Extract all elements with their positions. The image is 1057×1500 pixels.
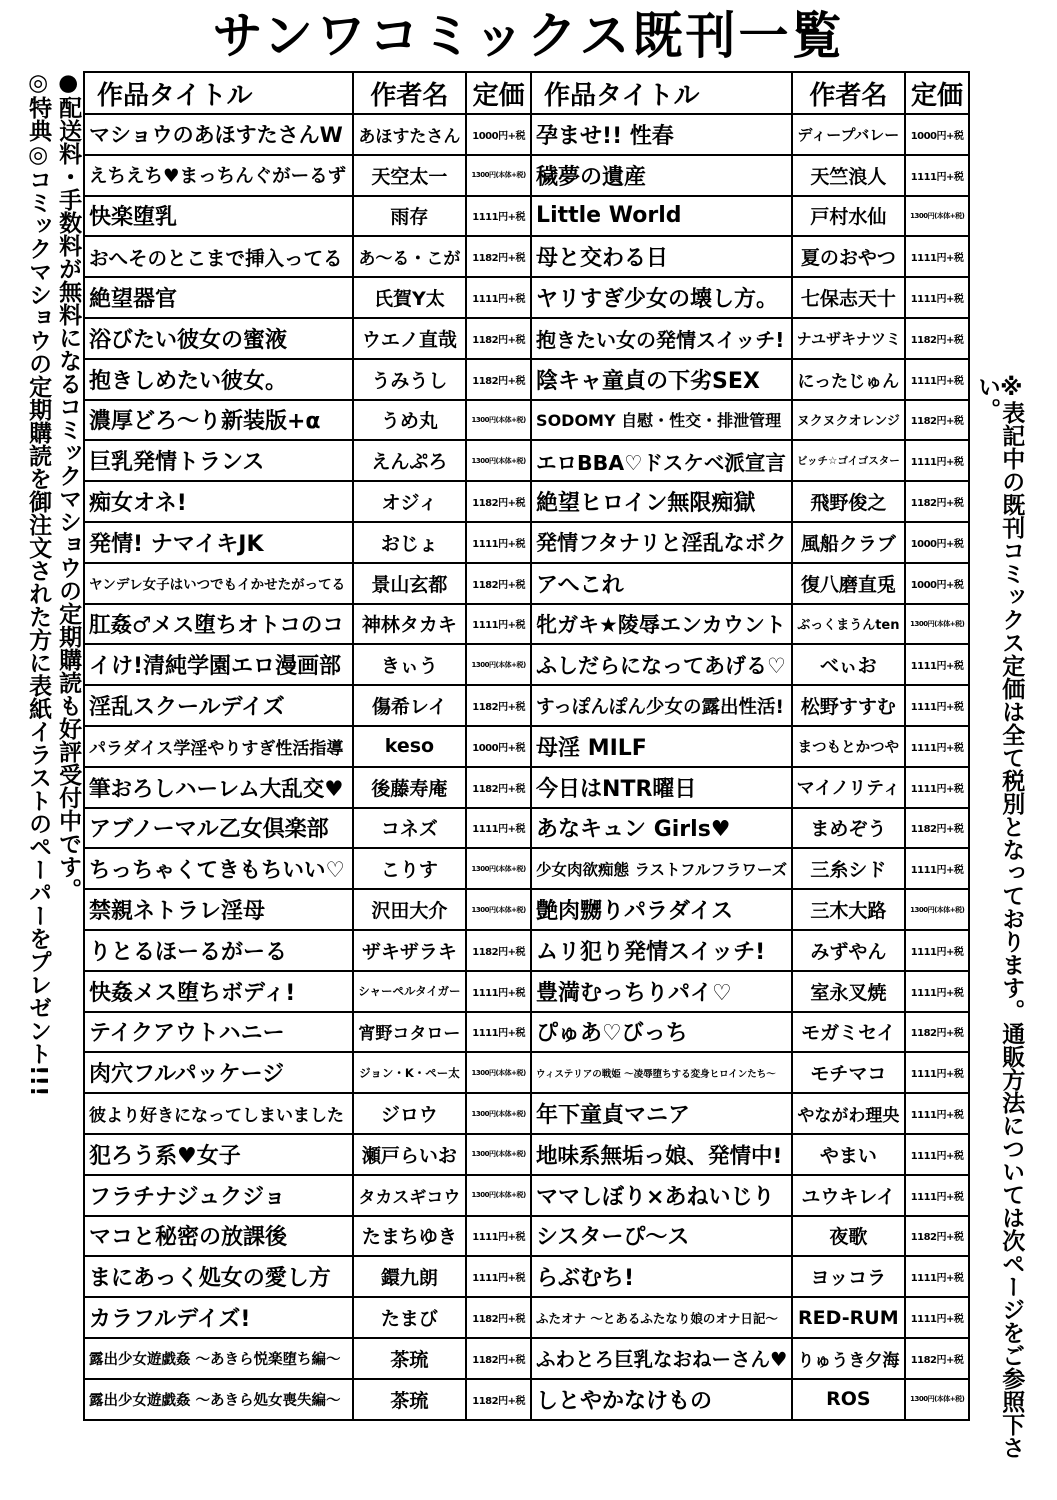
book-author: 風船クラブ: [792, 522, 906, 563]
book-author: 天空太一: [353, 155, 467, 196]
book-title: 快楽堕乳: [84, 196, 353, 237]
table-row: [84, 1379, 969, 1420]
book-author: 三木大路: [792, 889, 906, 930]
table-row: [84, 359, 969, 400]
book-price: 1000円+税: [905, 563, 969, 604]
book-author: やながわ理央: [792, 1093, 906, 1134]
book-author: うみうし: [353, 359, 467, 400]
book-author: コネズ: [353, 808, 467, 849]
book-title: ムリ犯り発情スイッチ!: [531, 930, 792, 971]
book-title: 抱きしめたい彼女。: [84, 359, 353, 400]
book-price: 1182円+税: [466, 930, 531, 971]
book-price: 1000円+税: [466, 114, 531, 155]
book-author: 復八磨直兎: [792, 563, 906, 604]
book-price: 1111円+税: [905, 236, 969, 277]
book-title: 肛姦♂メス堕ちオトコのコ: [84, 604, 353, 645]
table-row: [84, 236, 969, 277]
book-title: 発情! ナマイキJK: [84, 522, 353, 563]
book-title: パラダイス学淫やりすぎ性活指導: [84, 726, 353, 767]
book-price: 1182円+税: [466, 767, 531, 808]
book-author: 室永叉焼: [792, 971, 906, 1012]
book-price: 1182円+税: [905, 400, 969, 441]
table-row: [84, 726, 969, 767]
header-title: 作品タイトル: [84, 72, 353, 114]
book-author: えんぷろ: [353, 440, 467, 481]
book-author: ビッチ☆ゴイゴスター: [792, 440, 906, 481]
book-author: まつもとかつや: [792, 726, 906, 767]
table-row: [84, 196, 969, 237]
book-title: 彼より好きになってしまいました: [84, 1093, 353, 1134]
table-row: [84, 155, 969, 196]
book-title: ふたオナ 〜とあるふたなり娘のオナ日記〜: [531, 1297, 792, 1338]
book-price: 1182円+税: [466, 481, 531, 522]
book-price: 1111円+税: [466, 971, 531, 1012]
header-price: 定価: [466, 72, 531, 114]
book-title: 濃厚どろ〜り新装版+α: [84, 400, 353, 441]
book-title: しとやかなけもの: [531, 1379, 792, 1420]
table-row: [84, 644, 969, 685]
book-price: 1111円+税: [466, 808, 531, 849]
book-price: 1300円(本体+税): [905, 889, 969, 930]
book-title: まにあっく処女の愛し方: [84, 1256, 353, 1297]
book-price: 1111円+税: [466, 1216, 531, 1257]
book-price: 1300円(本体+税): [466, 400, 531, 441]
book-title: あなキュン Girls♥: [531, 808, 792, 849]
book-price: 1111円+税: [905, 1297, 969, 1338]
book-author: 後藤寿庵: [353, 767, 467, 808]
book-author: うめ丸: [353, 400, 467, 441]
book-title: 豊満むっちりパイ♡: [531, 971, 792, 1012]
book-price: 1111円+税: [466, 277, 531, 318]
book-author: きぃう: [353, 644, 467, 685]
book-author: ザキザラキ: [353, 930, 467, 971]
book-price: 1000円+税: [905, 114, 969, 155]
book-author: モチマコ: [792, 1052, 906, 1093]
book-title: マコと秘密の放課後: [84, 1216, 353, 1257]
book-price: 1111円+税: [466, 604, 531, 645]
book-author: ジョン・K・ペー太: [353, 1052, 467, 1093]
table-row: [84, 318, 969, 359]
table-row: [84, 277, 969, 318]
table-row: [84, 1256, 969, 1297]
book-price: 1000円+税: [905, 522, 969, 563]
book-title: アブノーマル乙女倶楽部: [84, 808, 353, 849]
book-price: 1182円+税: [466, 318, 531, 359]
book-price: 1111円+税: [466, 1012, 531, 1053]
book-title: フラチナジュクジョ: [84, 1175, 353, 1216]
book-title: 快姦メス堕ちボディ!: [84, 971, 353, 1012]
table-row: [84, 930, 969, 971]
book-price: 1300円(本体+税): [466, 644, 531, 685]
book-author: 宵野コタロー: [353, 1012, 467, 1053]
book-price: 1111円+税: [905, 155, 969, 196]
book-title: 少女肉欲痴態 ラストフルフラワーズ: [531, 848, 792, 889]
book-author: ヨッコラ: [792, 1256, 906, 1297]
header-author: 作者名: [353, 72, 467, 114]
book-author: あほすたさん: [353, 114, 467, 155]
book-price: 1300円(本体+税): [905, 196, 969, 237]
book-price: 1182円+税: [905, 1216, 969, 1257]
book-author: keso: [353, 726, 467, 767]
book-title: 艶肉嬲りパラダイス: [531, 889, 792, 930]
book-title: SODOMY 自慰・性交・排泄管理: [531, 400, 792, 441]
book-title: ヤンデレ女子はいつでもイかせたがってる: [84, 563, 353, 604]
table-row: [84, 114, 969, 155]
book-author: ぶっくまうんten: [792, 604, 906, 645]
book-author: 氏賀Y太: [353, 277, 467, 318]
catalog-table: [83, 71, 970, 1421]
book-title: 痴女オネ!: [84, 481, 353, 522]
book-title: ふわとろ巨乳なおねーさん♥: [531, 1338, 792, 1379]
book-price: 1182円+税: [466, 685, 531, 726]
book-price: 1111円+税: [466, 1256, 531, 1297]
table-row: [84, 1338, 969, 1379]
book-price: 1111円+税: [905, 1175, 969, 1216]
book-author: ウエノ直哉: [353, 318, 467, 359]
book-title: 浴びたい彼女の蜜液: [84, 318, 353, 359]
book-title: ママしぼり×あねいじり: [531, 1175, 792, 1216]
book-author: こりす: [353, 848, 467, 889]
book-author: あ〜る・こが: [353, 236, 467, 277]
book-title: 発情フタナリと淫乱なボク: [531, 522, 792, 563]
book-price: 1182円+税: [466, 563, 531, 604]
book-title: エロBBA♡ドスケベ派宣言: [531, 440, 792, 481]
book-title: りとるほーるがーる: [84, 930, 353, 971]
book-price: 1182円+税: [466, 236, 531, 277]
table-row: [84, 767, 969, 808]
book-price: 1111円+税: [905, 1052, 969, 1093]
book-price: 1300円(本体+税): [466, 889, 531, 930]
price-notice: ※表記中の既刊コミックス定価は全て税別となっております。通販方法については次ページをご参照下さい。: [974, 375, 1025, 1459]
book-title: すっぽんぽん少女の露出性活!: [531, 685, 792, 726]
book-price: 1182円+税: [466, 1379, 531, 1420]
table-row: [84, 848, 969, 889]
book-price: 1111円+税: [905, 644, 969, 685]
subscription-notice: ●配送料・手数料が無料になるコミックマショウの定期購読も好評受付中です。: [55, 70, 82, 901]
header-author: 作者名: [792, 72, 906, 114]
book-price: 1111円+税: [905, 1256, 969, 1297]
book-price: 1300円(本体+税): [905, 604, 969, 645]
book-price: 1111円+税: [466, 196, 531, 237]
book-author: 傷希レイ: [353, 685, 467, 726]
book-title: おへそのとこまで挿入ってる: [84, 236, 353, 277]
book-author: 景山玄都: [353, 563, 467, 604]
book-title: 禁親ネトラレ淫母: [84, 889, 353, 930]
book-title: 母淫 MILF: [531, 726, 792, 767]
book-title: 露出少女遊戯姦 〜あきら悦楽堕ち編〜: [84, 1338, 353, 1379]
book-price: 1182円+税: [466, 359, 531, 400]
book-title: ちっちゃくてきもちいい♡: [84, 848, 353, 889]
table-row: [84, 685, 969, 726]
book-author: モガミセイ: [792, 1012, 906, 1053]
book-title: 年下童貞マニア: [531, 1093, 792, 1134]
book-title: 孕ませ!! 性春: [531, 114, 792, 155]
book-price: 1300円(本体+税): [466, 1175, 531, 1216]
book-title: えちえち♥まっちんぐがーるず: [84, 155, 353, 196]
book-author: 茶琉: [353, 1338, 467, 1379]
book-price: 1182円+税: [905, 481, 969, 522]
book-price: 1111円+税: [905, 930, 969, 971]
book-price: 1300円(本体+税): [466, 440, 531, 481]
table-row: [84, 808, 969, 849]
book-author: 飛野俊之: [792, 481, 906, 522]
header-row: [84, 72, 969, 114]
table-row: [84, 440, 969, 481]
book-title: アへこれ: [531, 563, 792, 604]
book-price: 1182円+税: [905, 1338, 969, 1379]
book-author: ヌクヌクオレンジ: [792, 400, 906, 441]
book-price: 1300円(本体+税): [905, 1379, 969, 1420]
table-row: [84, 1216, 969, 1257]
book-price: 1300円(本体+税): [466, 1134, 531, 1175]
book-author: ユウキレイ: [792, 1175, 906, 1216]
book-price: 1182円+税: [466, 1338, 531, 1379]
table-row: [84, 1297, 969, 1338]
book-author: べぃお: [792, 644, 906, 685]
table-row: [84, 1012, 969, 1053]
book-author: オジィ: [353, 481, 467, 522]
book-price: 1111円+税: [466, 522, 531, 563]
book-price: 1300円(本体+税): [466, 1093, 531, 1134]
book-author: 三糸シド: [792, 848, 906, 889]
book-price: 1182円+税: [905, 318, 969, 359]
book-title: 露出少女遊戯姦 〜あきら処女喪失編〜: [84, 1379, 353, 1420]
book-price: 1182円+税: [466, 1297, 531, 1338]
book-author: 沢田大介: [353, 889, 467, 930]
table-row: [84, 522, 969, 563]
table-row: [84, 400, 969, 441]
book-title: 陰キャ童貞の下劣SEX: [531, 359, 792, 400]
book-price: 1111円+税: [905, 767, 969, 808]
table-row: [84, 1052, 969, 1093]
book-title: 犯ろう系♥女子: [84, 1134, 353, 1175]
book-author: にったじゅん: [792, 359, 906, 400]
book-price: 1111円+税: [905, 1093, 969, 1134]
table-row: [84, 604, 969, 645]
book-title: 今日はNTR曜日: [531, 767, 792, 808]
book-title: イけ!清純学園エロ漫画部: [84, 644, 353, 685]
book-author: RED-RUM: [792, 1297, 906, 1338]
book-author: 夏のおやつ: [792, 236, 906, 277]
table-row: [84, 889, 969, 930]
book-title: シスターぴ〜ス: [531, 1216, 792, 1257]
book-price: 1111円+税: [905, 685, 969, 726]
book-author: タカスギコウ: [353, 1175, 467, 1216]
book-author: やまい: [792, 1134, 906, 1175]
book-author: ディープバレー: [792, 114, 906, 155]
book-price: 1000円+税: [466, 726, 531, 767]
book-price: 1111円+税: [905, 277, 969, 318]
book-author: たまび: [353, 1297, 467, 1338]
book-title: 絶望器官: [84, 277, 353, 318]
book-author: 七保志天十: [792, 277, 906, 318]
book-price: 1111円+税: [905, 1134, 969, 1175]
book-title: 母と交わる日: [531, 236, 792, 277]
book-author: まめぞう: [792, 808, 906, 849]
book-title: 牝ガキ★陵辱エンカウント: [531, 604, 792, 645]
book-title: ウィステリアの戦姫 〜凌辱堕ちする変身ヒロインたち〜: [531, 1052, 792, 1093]
book-author: 戸村水仙: [792, 196, 906, 237]
book-price: 1111円+税: [905, 726, 969, 767]
book-title: 巨乳発情トランス: [84, 440, 353, 481]
book-author: 鐶九朗: [353, 1256, 467, 1297]
book-title: 肉穴フルパッケージ: [84, 1052, 353, 1093]
bonus-notice: ◎特典◎コミックマショウの定期購読を御注文された方に表紙イラストのペーパーをプレゼント!!!: [25, 70, 52, 1097]
book-author: マイノリティ: [792, 767, 906, 808]
book-author: 茶琉: [353, 1379, 467, 1420]
book-author: 夜歌: [792, 1216, 906, 1257]
table-row: [84, 563, 969, 604]
book-title: らぶむち!: [531, 1256, 792, 1297]
book-author: 神林タカキ: [353, 604, 467, 645]
book-title: テイクアウトハニー: [84, 1012, 353, 1053]
book-title: ぴゅあ♡びっち: [531, 1012, 792, 1053]
book-title: Little World: [531, 196, 792, 237]
page-title: サンワコミックス既刊一覧: [212, 7, 845, 65]
book-price: 1111円+税: [905, 440, 969, 481]
book-title: ヤリすぎ少女の壊し方。: [531, 277, 792, 318]
book-author: りゅうき夕海: [792, 1338, 906, 1379]
book-author: シャーペルタイガー: [353, 971, 467, 1012]
table-row: [84, 1093, 969, 1134]
book-title: ふしだらになってあげる♡: [531, 644, 792, 685]
header-title: 作品タイトル: [531, 72, 792, 114]
book-price: 1111円+税: [905, 848, 969, 889]
book-author: おじょ: [353, 522, 467, 563]
book-price: 1300円(本体+税): [466, 1052, 531, 1093]
book-price: 1182円+税: [905, 1012, 969, 1053]
book-author: 瀬戸らいお: [353, 1134, 467, 1175]
book-title: 地味系無垢っ娘、発情中!: [531, 1134, 792, 1175]
book-title: 絶望ヒロイン無限痴獄: [531, 481, 792, 522]
table-row: [84, 1134, 969, 1175]
book-price: 1111円+税: [905, 971, 969, 1012]
book-price: 1182円+税: [905, 808, 969, 849]
book-title: マショウのあほすたさんW: [84, 114, 353, 155]
book-author: ジロウ: [353, 1093, 467, 1134]
book-title: 筆おろしハーレム大乱交♥: [84, 767, 353, 808]
book-title: 淫乱スクールデイズ: [84, 685, 353, 726]
book-title: 穢夢の遺産: [531, 155, 792, 196]
book-author: ナユザキナツミ: [792, 318, 906, 359]
book-author: 松野すすむ: [792, 685, 906, 726]
book-title: 抱きたい女の発情スイッチ!: [531, 318, 792, 359]
table-row: [84, 1175, 969, 1216]
book-author: 雨存: [353, 196, 467, 237]
book-price: 1111円+税: [905, 359, 969, 400]
table-row: [84, 971, 969, 1012]
book-price: 1300円(本体+税): [466, 155, 531, 196]
book-author: 天竺浪人: [792, 155, 906, 196]
book-author: ROS: [792, 1379, 906, 1420]
book-title: カラフルデイズ!: [84, 1297, 353, 1338]
header-price: 定価: [905, 72, 969, 114]
table-row: [84, 481, 969, 522]
book-price: 1300円(本体+税): [466, 848, 531, 889]
book-author: たまちゆき: [353, 1216, 467, 1257]
book-author: みずやん: [792, 930, 906, 971]
